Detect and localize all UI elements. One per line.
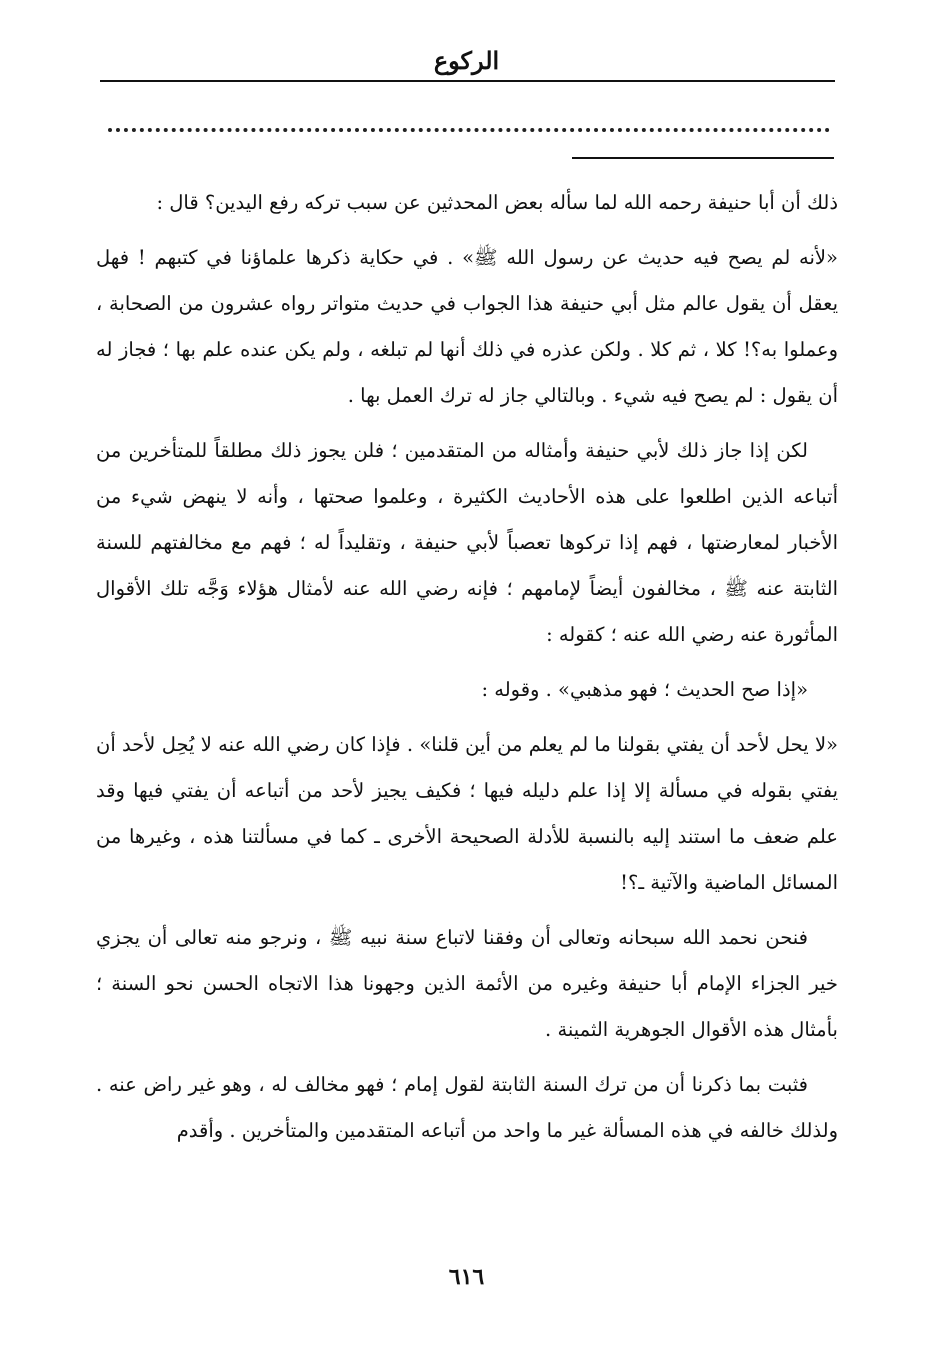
paragraph-2: «لأنه لم يصح فيه حديث عن رسول الله ﷺ» . في حكاية ذكرها علماؤنا في كتبهم ! فهل يعقل أن يقول عالم مثل أبي حنيفة هذا الجواب في حديث متواتر رواه عشرون من الصحابة ، وعملوا به؟! كلا ، ثم كلا . ولكن عذره في ذلك أنها لم تبلغه ، ولم يكن عنده علم بها ؛ فجاز له أن يقول : لم يصح فيه شيء . وبالتالي جاز له ترك العمل بها . xyxy=(96,246,838,407)
paragraph-7: فثبت بما ذكرنا أن من ترك السنة الثابتة لقول إمام ؛ فهو مخالف له ، وهو غير راض عنه . ولذلك خالفه في هذه المسألة غير ما واحد من أتباعه المتقدمين والمتأخرين . وأقدم xyxy=(96,1073,838,1142)
page-number: ٦١٦ xyxy=(448,1264,485,1290)
main-text xyxy=(96,180,838,1163)
paragraph-1: ذلك أن أبا حنيفة رحمه الله لما سأله بعض المحدثين عن سبب تركه رفع اليدين؟ قال : xyxy=(156,191,838,214)
paragraph-3: لكن إذا جاز ذلك لأبي حنيفة وأمثاله من المتقدمين ؛ فلن يجوز ذلك مطلقاً للمتأخرين من أتباعه الذين اطلعوا على هذه الأحاديث الكثيرة ، وعلموا صحتها ، وأنه لا ينهض شيء من الأخبار لمعارضتها ، فهم إذا تركوها تعصباً لأبي حنيفة ، وتقليداً له ؛ فهم مع مخالفتهم للسنة الثابتة عنه ﷺ ، مخالفون أيضاً لإمامهم ؛ فإنه رضي الله عنه لأمثال هؤلاء وَجَّه تلك الأقوال المأثورة عنه رضي الله عنه ؛ كقوله : xyxy=(96,439,838,646)
footnote-separator-rule xyxy=(572,157,834,159)
dotted-separator xyxy=(108,128,830,132)
header-rule xyxy=(100,80,835,82)
running-header-title: الركوع xyxy=(433,46,500,75)
paragraph-4: «إذا صح الحديث ؛ فهو مذهبي» . وقوله : xyxy=(481,678,808,701)
paragraph-5: «لا يحل لأحد أن يفتي بقولنا ما لم يعلم من أين قلنا» . فإذا كان رضي الله عنه لا يُحِل لأحد أن يفتي بقوله في مسألة إلا إذا علم دليله فيها ؛ فكيف يجيز لأحد من أتباعه أن يفتي فيها وقد علم ضعف ما استند إليه بالنسبة للأدلة الصحيحة الأخرى ـ كما في مسألتنا هذه ، وغيرها من المسائل الماضية والآتية ـ؟! xyxy=(96,733,838,894)
paragraph-6: فنحن نحمد الله سبحانه وتعالى أن وفقنا لاتباع سنة نبيه ﷺ ، ونرجو منه تعالى أن يجزي خير الجزاء الإمام أبا حنيفة وغيره من الأئمة الذين وجهونا هذا الاتجاه الحسن نحو السنة ؛ بأمثال هذه الأقوال الجوهرية الثمينة . xyxy=(96,926,838,1041)
